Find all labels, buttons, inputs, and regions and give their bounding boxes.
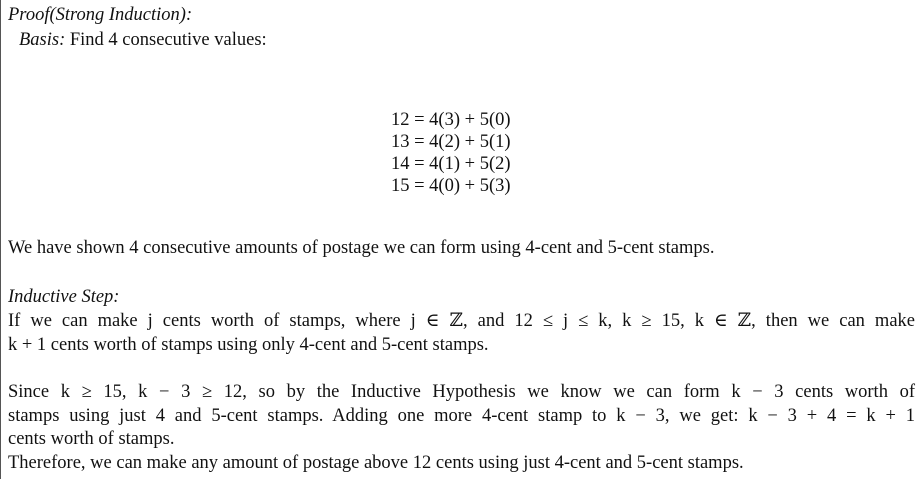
inductive-step-label: Inductive Step:: [8, 287, 120, 307]
inductive-hypothesis-line-1: If we can make j cents worth of stamps, where j ∈ ℤ, and 12 ≤ j ≤ k, k ≥ 15, k ∈ ℤ, then we can make: [8, 311, 915, 331]
proof-heading: Proof(Strong Induction):: [8, 5, 193, 25]
inductive-hypothesis-line-2: k + 1 cents worth of stamps using only 4-cent and 5-cent stamps.: [8, 335, 489, 355]
equation-14: 14 = 4(1) + 5(2): [391, 154, 511, 174]
basis-text: Find 4 consecutive values:: [69, 30, 267, 50]
since-line-1: Since k ≥ 15, k − 3 ≥ 12, so by the Inductive Hypothesis we know we can form k − 3 cents worth of: [8, 382, 915, 402]
basis-label: Basis:: [19, 30, 66, 50]
basis-line: [19, 29, 267, 51]
since-line-3: cents worth of stamps.: [8, 429, 175, 449]
since-line-2: stamps using just 4 and 5-cent stamps. Adding one more 4-cent stamp to k − 3, we get: k − 3 + 4 = k + 1: [8, 406, 915, 426]
equation-12: 12 = 4(3) + 5(0): [391, 110, 511, 130]
basis-conclusion: We have shown 4 consecutive amounts of postage we can form using 4-cent and 5-cent stamps.: [8, 238, 715, 258]
proof-conclusion: Therefore, we can make any amount of postage above 12 cents using just 4-cent and 5-cent stamps.: [8, 453, 744, 473]
equation-15: 15 = 4(0) + 5(3): [391, 176, 511, 196]
equation-13: 13 = 4(2) + 5(1): [391, 132, 511, 152]
